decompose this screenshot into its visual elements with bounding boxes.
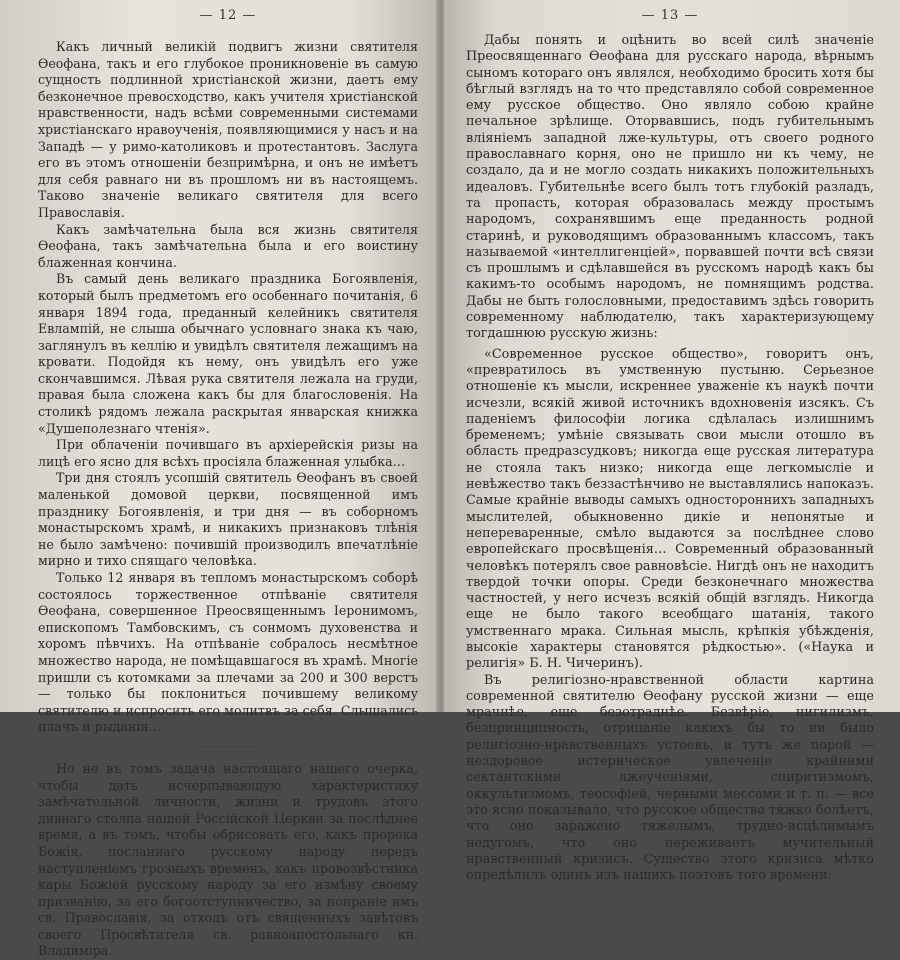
paragraph: Какъ замѣчательна была вся жизнь святителя Ѳеофана, такъ замѣчательна была и его воистину блаженная кончина. [38,221,418,270]
paragraph: Дабы понять и оцѣнить во всей силѣ значеніе Преосвященнаго Ѳеофана для русскаго народа, вѣрнымъ сыномъ котораго онъ являлся, необходимо бросить хотя бы бѣглый взглядъ на то что представляло собой современное ему русское общество. Оно являло собою крайне печальное зрѣлище. Оторвавшись, подъ губительнымъ вліяніемъ западной лже-культуры, отъ своего родного православнаго корня, оно не пришло ни къ чему, не создало, да и не могло создать никакихъ положительныхъ идеаловъ. Губительнѣе всего былъ тотъ глубокій разладъ, та пропасть, которая образовалась между простымъ народомъ, сохранявшимъ еще преданность родной старинѣ, и руководящимъ образованнымъ классомъ, такъ называемой «интеллигенціей», порвавшей почти всѣ связи съ прошлымъ и сдѣлавшейся въ русскомъ народѣ какъ бы какимъ-то особымъ народомъ, не помнящимъ родства. Дабы не быть голословными, предоставимъ здѣсь говорить современному наблюдателю, такъ характеризующему тогдашнюю русскую жизнь: [466,33,874,342]
paragraph: Въ религіозно-нравственной области картина современной святителю Ѳеофану русской жизни — еще мрачнѣе, еще безотраднѣе. Безвѣріе, нигилизмъ, безпринципность, отрицаніе какихъ бы то ни было религіозно-нравственныхъ устоевъ, и тутъ же порой — нездоровое истерическое увлеченіе крайними сектантскими лжеученіями, спиритизмомъ, оккультизмомъ, теософіей, черными мессами и т. п. — все это ясно показывало, что русское общество тяжко болѣетъ, что оно заражено тяжелымъ, трудно-исцѣлимымъ недугомъ, что оно переживаетъ мучительный нравственный кризисъ. Существо этого кризиса мѣтко опредѣлилъ одинъ изъ нашихъ поэтовъ того времени: [466,672,874,884]
quotation: «Современное русское общество», говоритъ онъ, «превратилось въ умственную пустыню. Серьезное отношеніе къ мысли, искреннее уваженіе къ наукѣ почти исчезли, всякій живой источникъ вдохновенія изсякъ. Съ паденіемъ философіи логика сдѣлалась излишнимъ бременемъ; умѣніе связывать свои мысли отошло въ область предразсудковъ; никогда еще русская литература не стояла такъ низко; никогда еще легкомысліе и невѣжество такъ беззастѣнчиво не выставлялись напоказъ. Самые крайніе выводы самыхъ одностороннихъ западныхъ мыслителей, обыкновенно дикіе и непонятые и непереваренные, смѣло выдаются за послѣднее слово европейскаго просвѣщенія… Современный образованный человѣкъ потерялъ свое равновѣсіе. Нигдѣ онъ не находитъ твердой точки опоры. Среди безконечнаго множества частностей, у него исчезъ всякій общій взглядъ. Никогда еще не было такого всеобщаго шатанія, такого умственнаго мрака. Сильная мысль, крѣпкія убѣжденія, высокіе характеры становятся рѣдкостью». («Наука и религія» Б. Н. Чичеринъ). [466,346,874,672]
paragraph: Три дня стоялъ усопшій святитель Ѳеофанъ въ своей маленькой домовой церкви, посвященной имъ празднику Богоявленія, и три дня — въ соборномъ монастырскомъ храмѣ, и никакихъ признаковъ тлѣнія не было замѣчено: почившій производилъ впечатлѣніе мирно и тихо спящаго человѣка. [38,470,418,569]
left-page [0,0,438,959]
paragraph: Но не въ томъ задача настоящаго нашего очерка, чтобы дать исчерпывающую характеристику замѣчательной личности, жизни и трудовъ этого дивнаго столпа нашей Россійской Церкви за послѣднее время, а въ томъ, чтобы обрисовать его, какъ пророка Божія, посланнаго русскому народу передъ наступленіемъ грозныхъ временъ, какъ провозвѣстника кары Божіей русскому народу за его измѣну своему призванію, за его богоотступничество, за попраніе имъ св. Православія, за отходъ отъ священныхъ завѣтовъ своего Просвѣтителя св. равноапостольнаго кн. Владиміра. [38,760,418,959]
right-page [444,0,900,884]
paragraph: Какъ личный великій подвигъ жизни святителя Ѳеофана, такъ и его глубокое проникновеніе въ самую сущность подлинной христіанской жизни, даетъ ему безконечное превосходство, какъ учителя христіанской нравственности, надъ всѣми современными системами христіанскаго нравоученія, появляющимися у насъ и на Западѣ — у римо-католиковъ и протестантовъ. Заслуга его въ этомъ отношеніи безпримѣрна, и онъ не имѣетъ для себя равнаго ни въ прошломъ ни въ настоящемъ. Таково значеніе великаго святителя для всего Православія. [38,39,418,220]
page-number-left: — 12 — [199,8,257,23]
paragraph: Въ самый день великаго праздника Богоявленія, который былъ предметомъ его особеннаго почитанія, 6 января 1894 года, преданный келейникъ святителя Евлампій, не слыша обычнаго условнаго знака къ чаю, заглянулъ въ келлію и увидѣлъ святителя лежащимъ на кровати. Подойдя къ нему, онъ увидѣлъ его уже скончавшимся. Лѣвая рука святителя лежала на груди, правая была сложена какъ бы для благословенія. На столикѣ рядомъ лежала раскрытая январская книжка «Душеполезнаго чтенія». [38,271,418,436]
paragraph: Только 12 января въ тепломъ монастырскомъ соборѣ состоялось торжественное отпѣваніе святителя Ѳеофана, совершенное Преосвященнымъ Іеронимомъ, епископомъ Тамбовскимъ, съ сонмомъ духовенства и хоромъ пѣвчихъ. На отпѣваніе собралось несмѣтное множество народа, не помѣщавшагося въ храмѣ. Многіе пришли съ котомками за плечами за 200 и 300 верстъ — только бы поклониться почившему великому святителю и испросить его молитвъ за себя. Слышались плачъ и рыданія… [38,570,418,735]
page-number-right: — 13 — [641,8,699,23]
paragraph: При облаченіи почившаго въ архіерейскія ризы на лицѣ его ясно для всѣхъ просіяла блаженная улыбка… [38,437,418,469]
section-divider [193,746,263,747]
